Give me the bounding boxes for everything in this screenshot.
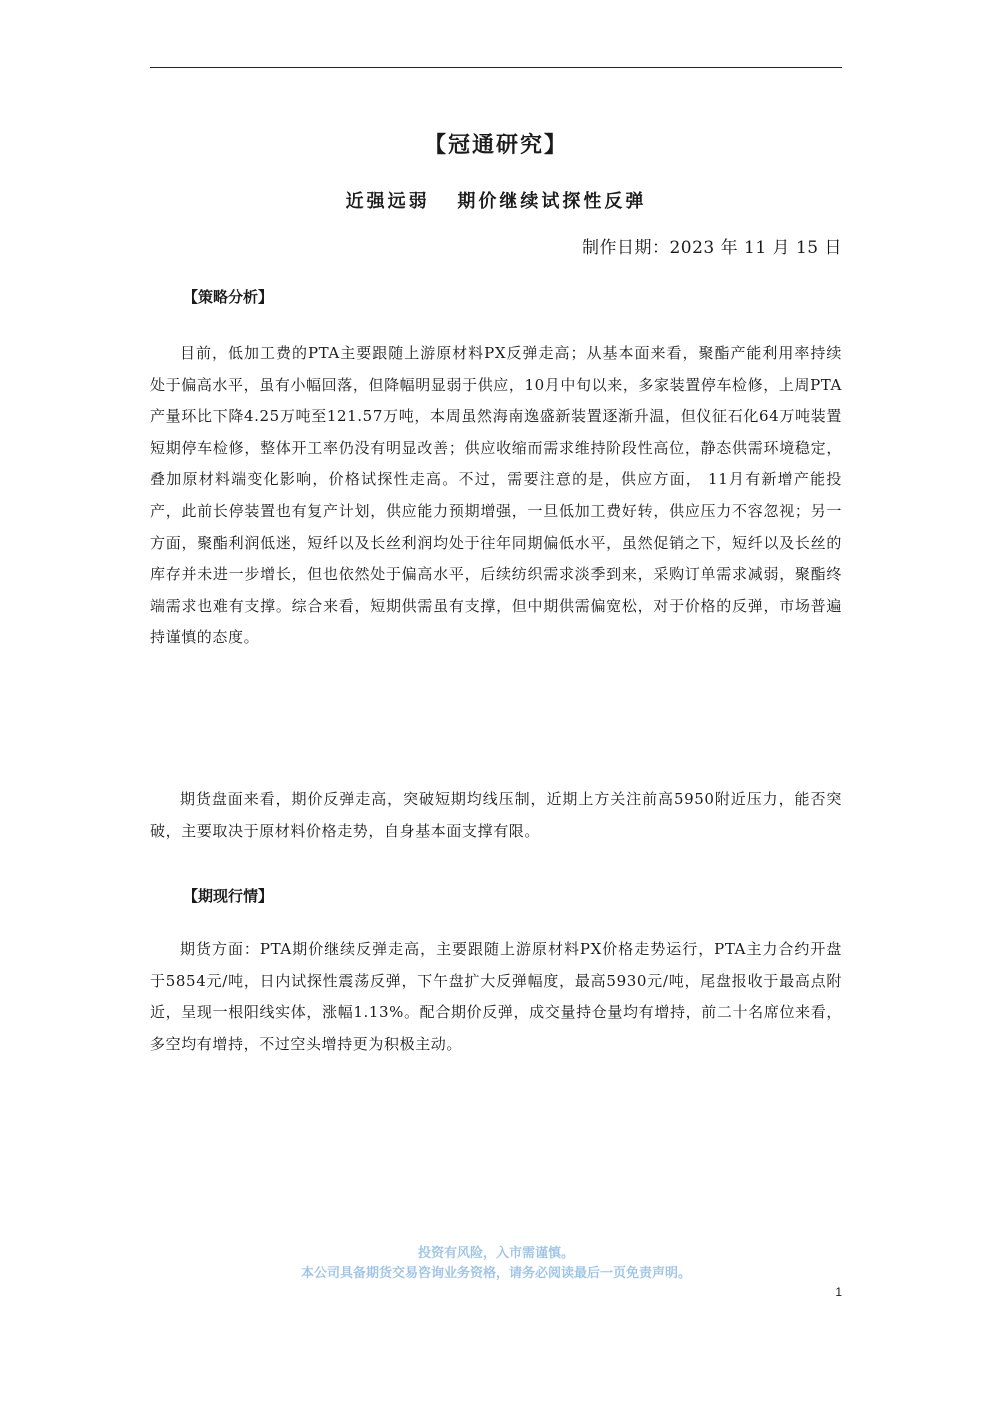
strategy-paragraph-2: 期货盘面来看，期价反弹走高，突破短期均线压制，近期上方关注前高5950附近压力，能否突破，主要取决于原材料价格走势，自身基本面支撑有限。 [150, 790, 842, 840]
risk-notice: 投资有风险，入市需谨慎。 [417, 1246, 574, 1261]
section-heading-strategy: 【策略分析】 [183, 288, 274, 306]
report-date: 制作日期：2023 年 11 月 15 日 [581, 238, 842, 258]
qualification-notice: 本公司具备期货交易咨询业务资格，请务必阅读最后一页免责声明。 [300, 1266, 691, 1281]
page-number: 1 [835, 1285, 842, 1299]
market-paragraph-1: 期货方面：PTA期价继续反弹走高，主要跟随上游原材料PX价格走势运行，PTA主力合约开盘于5854元/吨，日内试探性震荡反弹，下午盘扩大反弹幅度，最高5930元/吨，尾盘报收于最高点附近，呈现一根阳线实体，涨幅1.13%。配合期价反弹，成交量持仓量均有增持，前二十名席位来看，多空均有增持，不过空头增持更为积极主动。 [150, 940, 842, 1053]
strategy-paragraph-1: 目前，低加工费的PTA主要跟随上游原材料PX反弹走高；从基本面来看，聚酯产能利用率持续处于偏高水平，虽有小幅回落，但降幅明显弱于供应，10月中旬以来，多家装置停车检修，上周PTA产量环比下降4.25万吨至121.57万吨，本周虽然海南逸盛新装置逐渐升温，但仪征石化64万吨装置短期停车检修，整体开工率仍没有明显改善；供应收缩而需求维持阶段性高位，静态供需环境稳定，叠加原材料端变化影响，价格试探性走高。不过，需要注意的是，供应方面， 11月有新增产能投产，此前长停装置也有复产计划，供应能力预期增强，一旦低加工费好转，供应压力不容忽视；另一方面，聚酯利润低迷，短纤以及长丝利润均处于往年同期偏低水平，虽然促销之下，短纤以及长丝的库存并未进一步增长，但也依然处于偏高水平，后续纺织需求淡季到来，采购订单需求减弱，聚酯终端需求也难有支撑。综合来看，短期供需虽有支撑，但中期供需偏宽松，对于价格的反弹，市场普遍持谨慎的态度。 [150, 344, 842, 647]
header-rule [150, 67, 842, 68]
report-title: 近强远弱 期价继续试探性反弹 [345, 191, 647, 212]
section-heading-market: 【期现行情】 [183, 887, 274, 905]
brand-title: 【冠通研究】 [423, 133, 568, 158]
